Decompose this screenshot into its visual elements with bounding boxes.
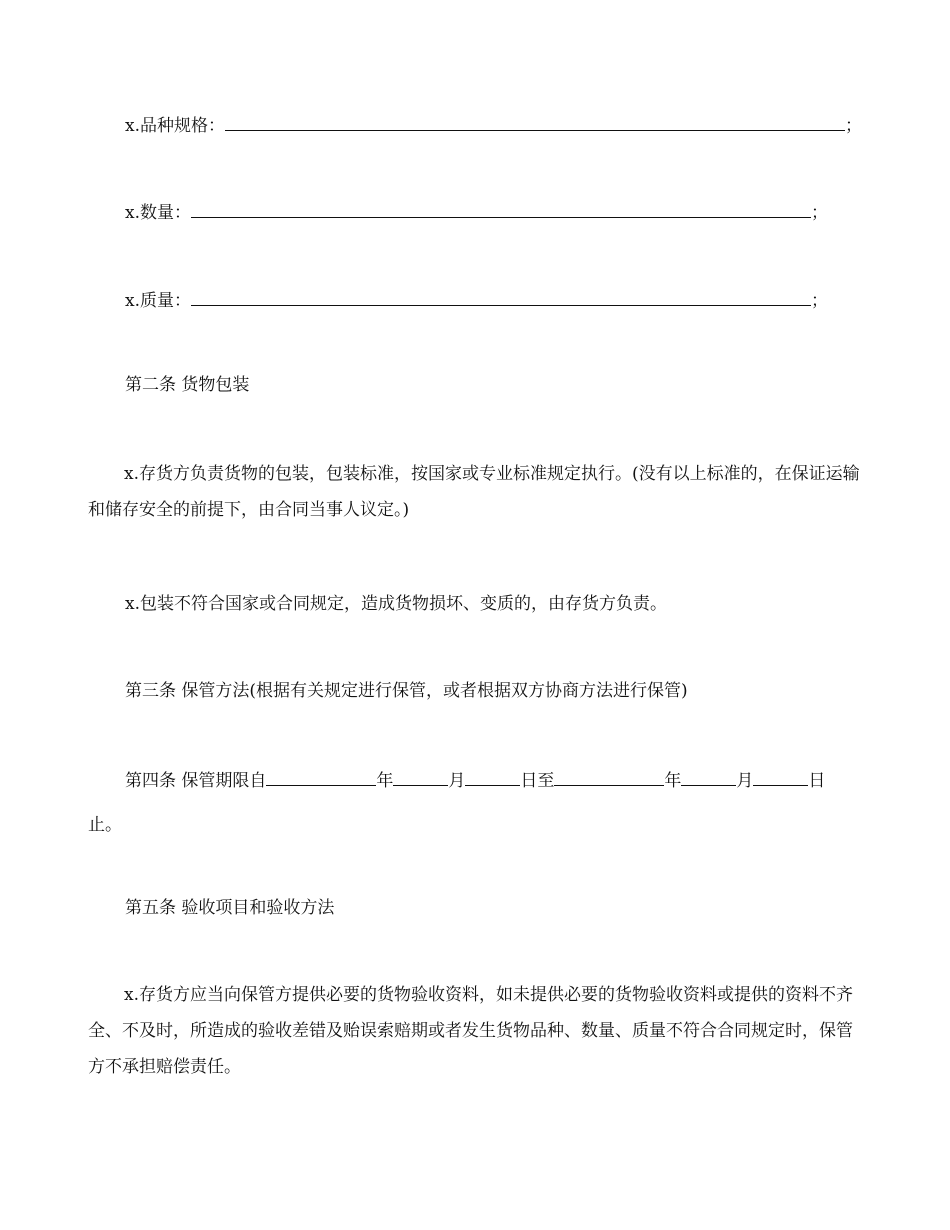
article4-wrap: 止。 — [88, 815, 122, 835]
year-label-2: 年 — [664, 771, 682, 791]
article2-heading: 第二条 货物包装 — [125, 375, 250, 395]
variety-blank[interactable] — [225, 112, 845, 131]
end-year-blank[interactable] — [554, 767, 664, 786]
start-month-blank[interactable] — [393, 767, 448, 786]
article2-paragraph-2: x.包装不符合国家或合同规定，造成货物损坏、变质的，由存货方负责。 — [125, 594, 667, 614]
quality-label: x.质量： — [125, 291, 191, 311]
article5-heading: 第五条 验收项目和验收方法 — [125, 898, 335, 918]
item-variety — [125, 112, 862, 138]
quality-end: ； — [811, 291, 828, 311]
quality-blank[interactable] — [191, 287, 811, 306]
quantity-label: x.数量： — [125, 203, 191, 223]
year-label-1: 年 — [376, 771, 394, 791]
variety-label: x.品种规格： — [125, 116, 225, 136]
article3-heading: 第三条 保管方法(根据有关规定进行保管，或者根据双方协商方法进行保管) — [125, 681, 688, 701]
article5-paragraph-1: x.存货方应当向保管方提供必要的货物验收资料，如未提供必要的货物验收资料或提供的资料不齐全、不及时，所造成的验收差错及贻误索赔期或者发生货物品种、数量、质量不符合合同规定时，保管方不承担赔偿责任。 — [88, 985, 853, 1077]
variety-end: ； — [845, 116, 862, 136]
article4-line — [125, 767, 825, 793]
article4-prefix: 第四条 保管期限自 — [125, 771, 267, 791]
quantity-end: ； — [811, 203, 828, 223]
day-end-label: 日 — [808, 771, 826, 791]
item-quality — [125, 287, 828, 313]
end-day-blank[interactable] — [753, 767, 808, 786]
article2-paragraph-1: x.存货方负责货物的包装，包装标准，按国家或专业标准规定执行。(没有以上标准的，在保证运输和储存安全的前提下，由合同当事人议定。) — [88, 464, 860, 520]
start-day-blank[interactable] — [465, 767, 520, 786]
item-quantity — [125, 199, 828, 225]
end-month-blank[interactable] — [681, 767, 736, 786]
month-label-1: 月 — [448, 771, 466, 791]
start-year-blank[interactable] — [266, 767, 376, 786]
quantity-blank[interactable] — [191, 199, 811, 218]
day-to-label: 日至 — [520, 771, 555, 791]
month-label-2: 月 — [736, 771, 754, 791]
